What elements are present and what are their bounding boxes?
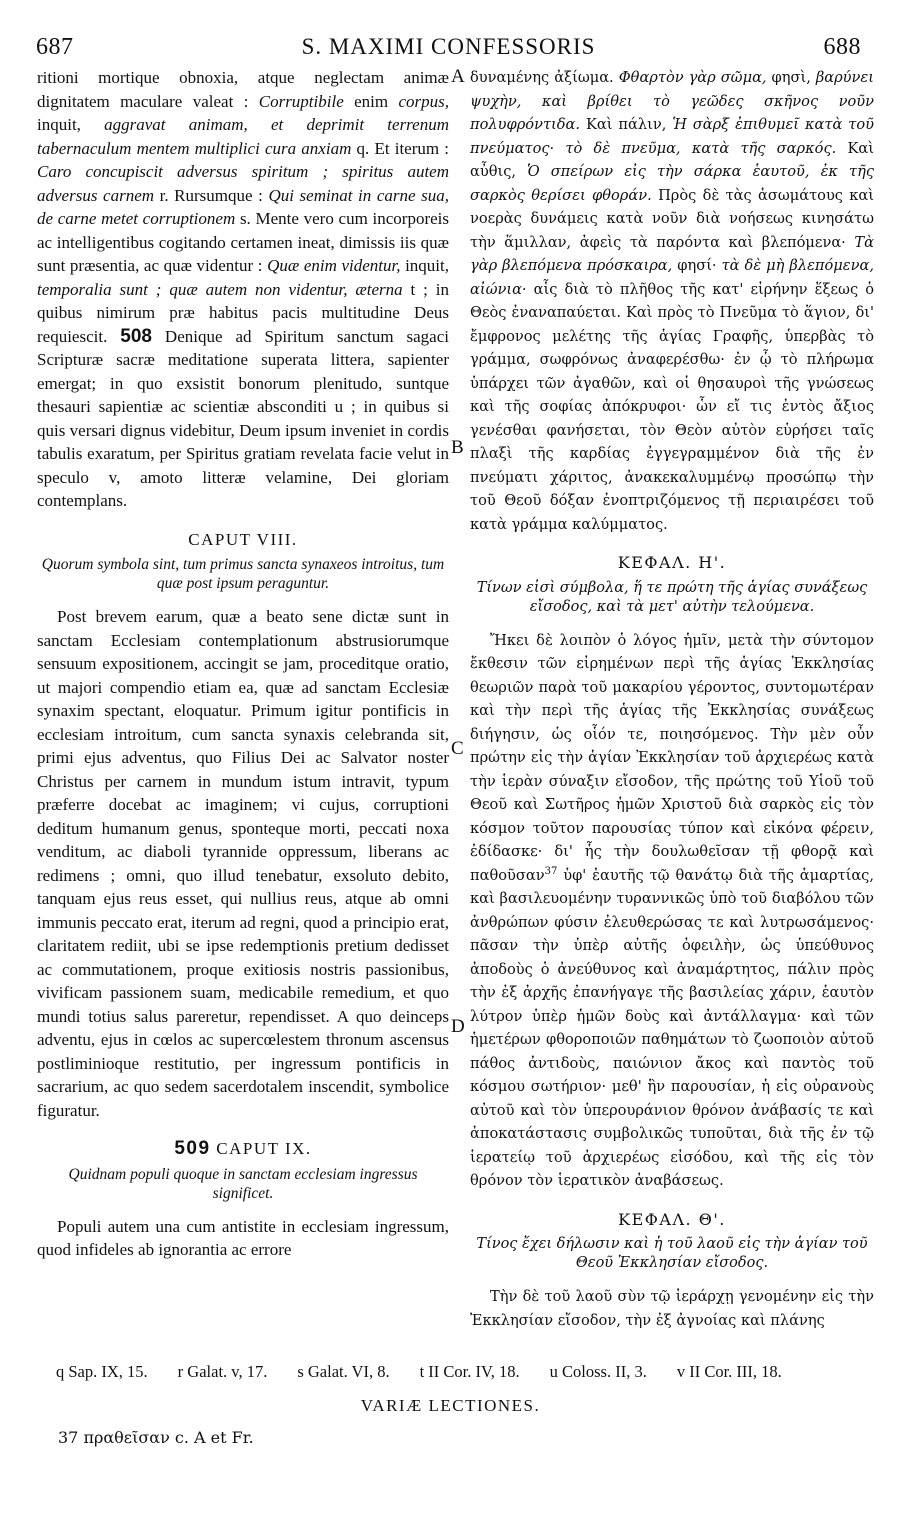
page-header <box>36 30 861 64</box>
migne-column-number: 508 <box>120 325 152 347</box>
margin-letter-b: B <box>451 437 464 458</box>
variant-note-marker: 37 <box>544 865 558 877</box>
greek-chapter-9-subtitle: Τίνος ἔχει δήλωσιν καὶ ἡ τοῦ λαοῦ εἰς τὴν ἁγίαν τοῦ Θεοῦ Ἐκκλησίαν εἴσοδος. <box>476 1236 868 1271</box>
footnote-t: t II Cor. IV, 18. <box>419 1362 520 1381</box>
running-title: S. MAXIMI CONFESSORIS <box>301 34 596 59</box>
latin-paragraph-2: Post brevem earum, quæ a beato sene dictæ sunt in sanctam Ecclesiam contemplationum abstrusiorumque sensuum expositionem, accingit se jam, proceditque oratio, ut majori compendio etiam ea, quæ ad sanctam Ecclesiæ synaxim spectant, eloquatur. Primum igitur pontificis in ecclesiam introitum, cum sancta synaxis celebranda sit, primi ejus adventus, quo Filius Dei ac Salvator noster Christus per carnem in mundum istum intravit, typum præferre docebat ac imaginem; vi cujus, corruptioni deditum humanum genus, sponteque morti, peccati noxa venditum, ac diaboli tyrannide oppressum, liberans ac redimens ; omni, quo illud tenebatur, exsoluto debito, tanquam ejus reus esset, qui nullius reus, atque ab omni immunis peccato erat, iterum ad regni, quod a principio erat, claritatem rediit, ubi se ipse redemptionis pretium dedisset ac commutationem, proque exitiosis nostris passionibus, vivificam passionem suam, medicabile remedium, et quo mundi totius salus pareretur, rependisset. A quo deinceps adventu, ejus in cœlos ac supercœlestem thronum ascensus postliminioque restitutio, per ingressum pontificis in sacrarium, ac quo sedem sacerdotalem inscendit, symbolice figuratur. <box>37 607 449 1120</box>
left-page-number: 687 <box>36 33 74 60</box>
latin-column <box>37 66 449 1262</box>
greek-paragraph-1: δυναμένης ἀξίωμα. Φθαρτὸν γὰρ σῶμα, φησὶ, βαρύνει ψυχὴν, καὶ βρίθει τὸ γεῶδες σκῆνος νοῦν πολυφρόντιδα. Καὶ πάλιν, Ἡ σὰρξ ἐπιθυμεῖ κατὰ τοῦ πνεύματος· τὸ δὲ πνεῦμα, κατὰ τῆς σαρκός. Καὶ αὖθις, Ὁ σπείρων εἰς τὴν σάρκα ἑαυτοῦ, ἐκ τῆς σαρκὸς θερίσει φθοράν. Πρὸς δὲ τὰς ἀσωμάτους καὶ νοερὰς δυνάμεις κατὰ νοῦν διὰ νοήσεως κινησάτω τὴν ἅμιλλαν, ἀφεὶς τὰ παρόντα καὶ βλεπόμενα· Τὰ γὰρ βλεπόμενα πρόσκαιρα, φησί· τὰ δὲ μὴ βλεπόμενα, αἰώνια· αἷς διὰ τὸ πλῆθος τῆς κατ' εἰρήνην ἕξεως ὁ Θεὸς ἐναναπαύεται. Καὶ πρὸς τὸ Πνεῦμα τὸ ἅγιον, δι' ἔμφρονος μελέτης τῆς ἁγίας Γραφῆς, ὑπερβὰς τὸ γράμμα, σωφρόνως ἀναφερέσθω· ἐν ᾧ τὸ πλήρωμα ὑπάρχει τῶν ἀγαθῶν, καὶ οἱ θησαυροὶ τῆς γνώσεως καὶ τῆς σοφίας ἀπόκρυφοι· ὧν εἴ τις ἐντὸς ἄξιος γενέσθαι φανήσεται, τὸν Θεὸν αὐτὸν εὑρήσει ταῖς πλαξὶ τῆς καρδίας ἐγγεγραμμένον διὰ τῆς ἐν πνεύματι χάριτος, ἀνακεκαλυμμένῳ προσώπῳ τὴν τοῦ Θεοῦ δόξαν ἐνοπτριζόμενος τῇ περιαιρέσει τοῦ κατὰ γράμμα καλύμματος. <box>470 69 875 533</box>
footnote-u: u Coloss. II, 3. <box>549 1362 647 1381</box>
footnote-q: q Sap. IX, 15. <box>56 1362 148 1381</box>
scripture-footnotes <box>56 1362 816 1382</box>
latin-paragraph-3: Populi autem una cum antistite in ecclesiam ingressum, quod infideles ab ignorantia ac errore <box>37 1216 449 1259</box>
latin-chapter-9-subtitle: Quidnam populi quoque in sanctam ecclesiam ingressus significet. <box>68 1165 418 1202</box>
footnote-v: v II Cor. III, 18. <box>676 1362 782 1381</box>
latin-chapter-8-subtitle: Quorum symbola sint, tum primus sancta synaxeos introitus, tum quæ post ipsum peraguntur. <box>41 556 445 592</box>
greek-chapter-8-title: ΚΕΦΑΛ. Η'. <box>617 553 727 572</box>
variae-lectiones-heading: VARIÆ LECTIONES. <box>360 1396 541 1415</box>
variant-reading: 37 πραθεῖσαν c. A et Fr. <box>58 1428 254 1447</box>
greek-paragraph-3: Τὴν δὲ τοῦ λαοῦ σὺν τῷ ἱεράρχῃ γενομένην εἰς τὴν Ἐκκλησίαν εἴσοδον, τὴν ἐξ ἀγνοίας καὶ πλάνης <box>470 1288 874 1329</box>
greek-column <box>470 66 874 1332</box>
margin-letter-c: C <box>451 738 464 759</box>
latin-chapter-9-title: 509 CAPUT IX. <box>174 1138 312 1159</box>
greek-chapter-8-subtitle: Τίνων εἰσὶ σύμβολα, ἥ τε πρώτη τῆς ἁγίας συνάξεως εἴσοδος, καὶ τὰ μετ' αὐτὴν τελούμενα. <box>476 579 868 615</box>
greek-chapter-9-title: ΚΕΦΑΛ. Θ'. <box>618 1209 726 1229</box>
greek-paragraph-2: Ἤκει δὲ λοιπὸν ὁ λόγος ἡμῖν, μετὰ τὴν σύντομον ἔκθεσιν τῶν εἰρημένων περὶ τῆς ἁγίας Ἐκκλησίας θεωριῶν παρὰ τοῦ μακαρίου γέροντος, συντομωτέραν καὶ τὴν περὶ τῆς ἁγίας τῆς Ἐκκλησίας συνάξεως διήγησιν, ὡς οἷόν τε, ποιησόμενος. Τὴν μὲν οὖν πρώτην εἰς τὴν ἁγίαν Ἐκκλησίαν τοῦ ἀρχιερέως κατὰ τὴν ἱερὰν σύναξιν εἴσοδον, τῆς πρώτης τοῦ Υἱοῦ τοῦ Θεοῦ καὶ Σωτῆρος ἡμῶν Χριστοῦ διὰ σαρκὸς εἰς τὸν κόσμον τοῦτον παρουσίας τύπον καὶ εἰκόνα φέρειν, ἐδίδασκε· δι' ἧς τὴν δουλωθεῖσαν τῇ φθορᾷ καὶ παθοῦσαν$^{37}$ ὑφ' ἑαυτῆς τῷ θανάτῳ διὰ τῆς ἁμαρτίας, καὶ βασιλευομένην τυραννικῶς ὑπὸ τοῦ διαβόλου τῶν ἀνθρώπων φύσιν ἐλευθερώσας τε καὶ λυτρωσάμενος· πᾶσαν τὴν ὑπὲρ αὐτῆς ὀφειλὴν, ὡς ὑπεύθυνος ἀποδοὺς ὁ ἀνεύθυνος καὶ ἀναμάρτητος, πάλιν πρὸς τὴν ἐξ ἀρχῆς ἐπανήγαγε τῆς βασιλείας χάριν, ἑαυτὸν λύτρον ὑπὲρ ἡμῶν δοὺς καὶ ἀντάλλαγμα· καὶ τῶν ἡμετέρων φθοροποιῶν παθημάτων τὸ ζωοποιὸν αὐτοῦ πάθος ἀντιδοὺς, παιώνιον ἄκος καὶ παντὸς τοῦ κόσμου σωτήριον· μεθ' ἣν παρουσίαν, ἡ εἰς οὐρανοὺς αὐτοῦ καὶ τὸν ὑπερουράνιον θρόνον ἀνάβασίς τε καὶ ἀποκατάστασις συμβολικῶς τυποῦται, διὰ τῆς ἐν τῷ ἱερατείῳ τοῦ ἀρχιερέως εἰσόδου, καὶ τῆς εἰς τὸν θρόνον τὸν ἱερατικὸν ἀναβάσεως. <box>470 631 874 1189</box>
footnote-s: s Galat. VI, 8. <box>297 1362 390 1381</box>
margin-letter-a: A <box>451 66 465 87</box>
footnote-r: r Galat. v, 17. <box>177 1362 268 1381</box>
margin-letter-d: D <box>451 1016 465 1037</box>
right-page-number: 688 <box>823 33 861 60</box>
latin-chapter-8-title: CAPUT VIII. <box>188 529 298 549</box>
latin-paragraph-1: ritioni mortique obnoxia, atque neglectam animæ dignitatem maculare valeat : Corruptibile enim corpus, inquit, aggravat animam, et deprimit terrenum tabernaculum mentem multiplici cura anxiam q. Et iterum : Caro concupiscit adversus spiritum ; spiritus autem adversus carnem r. Rursumque : Qui seminat in carne sua, de carne metet corruptionem s. Mente vero cum incorporeis ac intelligentibus cogitando certamen ineat, dimissis iis quæ sunt præsentia, ac quæ videntur : Quæ enim videntur, inquit, temporalia sunt ; quæ autem non videntur, æterna t ; in quibus nimirum præ habitus pacis multitudine Deus requiescit. 508 Denique ad Spiritum sanctum sagaci Scripturæ sacræ meditatione superata littera, sapienter emergat; in quo exsistit bonorum plenitudo, suntque thesauri sapientiæ ac scientiæ absconditi u ; in quibus si quis versari dignus videbitur, Deum ipsum inveniet in cordis tabulis exaratum, per Spiritus gratiam revelata facie velut in speculo v, amoto litteræ velamine, Dei gloriam contemplans. <box>37 68 450 510</box>
migne-column-number: 509 <box>174 1138 211 1159</box>
